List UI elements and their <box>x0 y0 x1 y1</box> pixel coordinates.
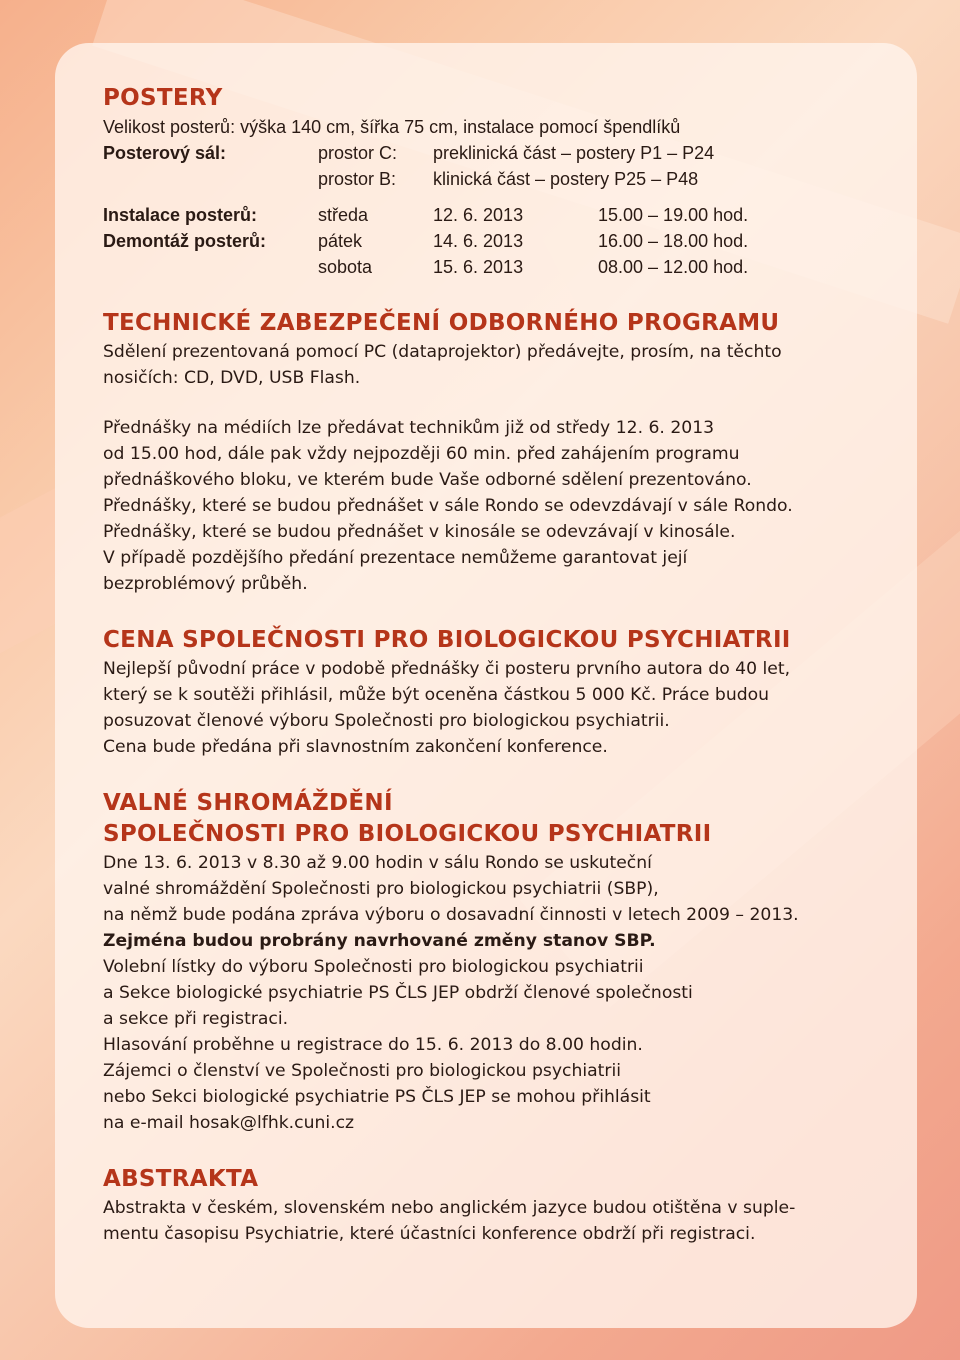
text-line: od 15.00 hod, dále pak vždy nejpozději 60 min. před zahájením programu <box>103 444 740 464</box>
schedule-day: středa <box>318 205 369 225</box>
schedule-day: pátek <box>318 231 363 251</box>
text-line: posuzovat členové výboru Společnosti pro biologickou psychiatrii. <box>103 711 670 731</box>
text-line: Dne 13. 6. 2013 v 8.30 až 9.00 hodin v sálu Rondo se uskuteční <box>103 853 652 873</box>
schedule-time: 15.00 – 19.00 hod. <box>598 205 749 225</box>
assembly-section <box>103 788 893 1136</box>
text-line: Sdělení prezentovaná pomocí PC (dataprojektor) předávejte, prosím, na těchto <box>103 342 782 362</box>
schedule-label: Instalace posterů: <box>103 205 258 225</box>
text-line: který se k soutěži přihlásil, může být oceněna částkou 5 000 Kč. Práce budou <box>103 685 770 705</box>
award-section <box>103 625 893 760</box>
section-heading: TECHNICKÉ ZABEZPEČENÍ ODBORNÉHO PROGRAMU <box>103 310 780 336</box>
section-heading: SPOLEČNOSTI PRO BIOLOGICKOU PSYCHIATRII <box>103 821 712 847</box>
text-line: Přednášky, které se budou přednášet v sále Rondo se odevzdávají v sále Rondo. <box>103 496 793 516</box>
hall-room: prostor C: <box>318 143 398 163</box>
text-line: přednáškového bloku, ve kterém bude Vaše odborné sdělení prezentováno. <box>103 470 752 490</box>
hall-label: Posterový sál: <box>103 143 227 163</box>
text-line: bezproblémový průběh. <box>103 574 308 594</box>
text-line: Zájemci o členství ve Společnosti pro biologickou psychiatrii <box>103 1061 622 1081</box>
text-line: mentu časopisu Psychiatrie, které účastníci konference obdrží při registraci. <box>103 1224 756 1244</box>
schedule-day: sobota <box>318 257 373 277</box>
section-heading: CENA SPOLEČNOSTI PRO BIOLOGICKOU PSYCHIATRII <box>103 627 791 653</box>
posters-section <box>103 83 893 280</box>
text-line: nosičích: CD, DVD, USB Flash. <box>103 368 361 388</box>
text-line: Cena bude předána při slavnostním zakončení konference. <box>103 737 608 757</box>
schedule-date: 15. 6. 2013 <box>433 257 524 277</box>
schedule-date: 12. 6. 2013 <box>433 205 524 225</box>
text-line: na e-mail hosak@lfhk.cuni.cz <box>103 1113 355 1133</box>
text-line: a sekce při registraci. <box>103 1009 289 1029</box>
abstracts-section <box>103 1164 893 1247</box>
section-heading: ABSTRAKTA <box>103 1166 259 1192</box>
schedule-row <box>103 228 893 254</box>
schedule-row <box>103 254 893 280</box>
technical-section <box>103 308 893 597</box>
hall-row <box>103 166 893 192</box>
text-line: na němž bude podána zpráva výboru o dosavadní činnosti v letech 2009 – 2013. <box>103 905 799 925</box>
bold-text-line: Zejména budou probrány navrhované změny stanov SBP. <box>103 931 656 951</box>
document-content <box>103 83 893 1247</box>
schedule-date: 14. 6. 2013 <box>433 231 524 251</box>
text-line: Nejlepší původní práce v podobě přednášky či posteru prvního autora do 40 let, <box>103 659 791 679</box>
text-line: Volební lístky do výboru Společnosti pro biologickou psychiatrii <box>103 957 644 977</box>
schedule-time: 08.00 – 12.00 hod. <box>598 257 749 277</box>
text-line: a Sekce biologické psychiatrie PS ČLS JEP obdrží členové společnosti <box>103 983 693 1003</box>
text-line: Přednášky na médiích lze předávat technikům již od středy 12. 6. 2013 <box>103 418 715 438</box>
text-line: Hlasování proběhne u registrace do 15. 6. 2013 do 8.00 hodin. <box>103 1035 643 1055</box>
schedule-label <box>103 254 318 280</box>
schedule-label: Demontáž posterů: <box>103 231 267 251</box>
hall-room: prostor B: <box>318 169 397 189</box>
poster-size-line: Velikost posterů: výška 140 cm, šířka 75 cm, instalace pomocí špendlíků <box>103 117 681 137</box>
schedule-row <box>103 202 893 228</box>
text-line: Přednášky, které se budou přednášet v kinosále se odevzávají v kinosále. <box>103 522 736 542</box>
schedule-time: 16.00 – 18.00 hod. <box>598 231 749 251</box>
hall-desc: klinická část – postery P25 – P48 <box>433 169 699 189</box>
section-heading: VALNÉ SHROMÁŽDĚNÍ <box>103 790 393 816</box>
text-line: V případě pozdějšího předání prezentace nemůžeme garantovat její <box>103 548 688 568</box>
section-heading: POSTERY <box>103 85 223 111</box>
text-line: valné shromáždění Společnosti pro biologickou psychiatrii (SBP), <box>103 879 659 899</box>
hall-desc: preklinická část – postery P1 – P24 <box>433 143 715 163</box>
hall-row <box>103 140 893 166</box>
text-line: Abstrakta v českém, slovenském nebo anglickém jazyce budou otištěna v suple- <box>103 1198 796 1218</box>
text-line: nebo Sekci biologické psychiatrie PS ČLS JEP se mohou přihlásit <box>103 1087 651 1107</box>
